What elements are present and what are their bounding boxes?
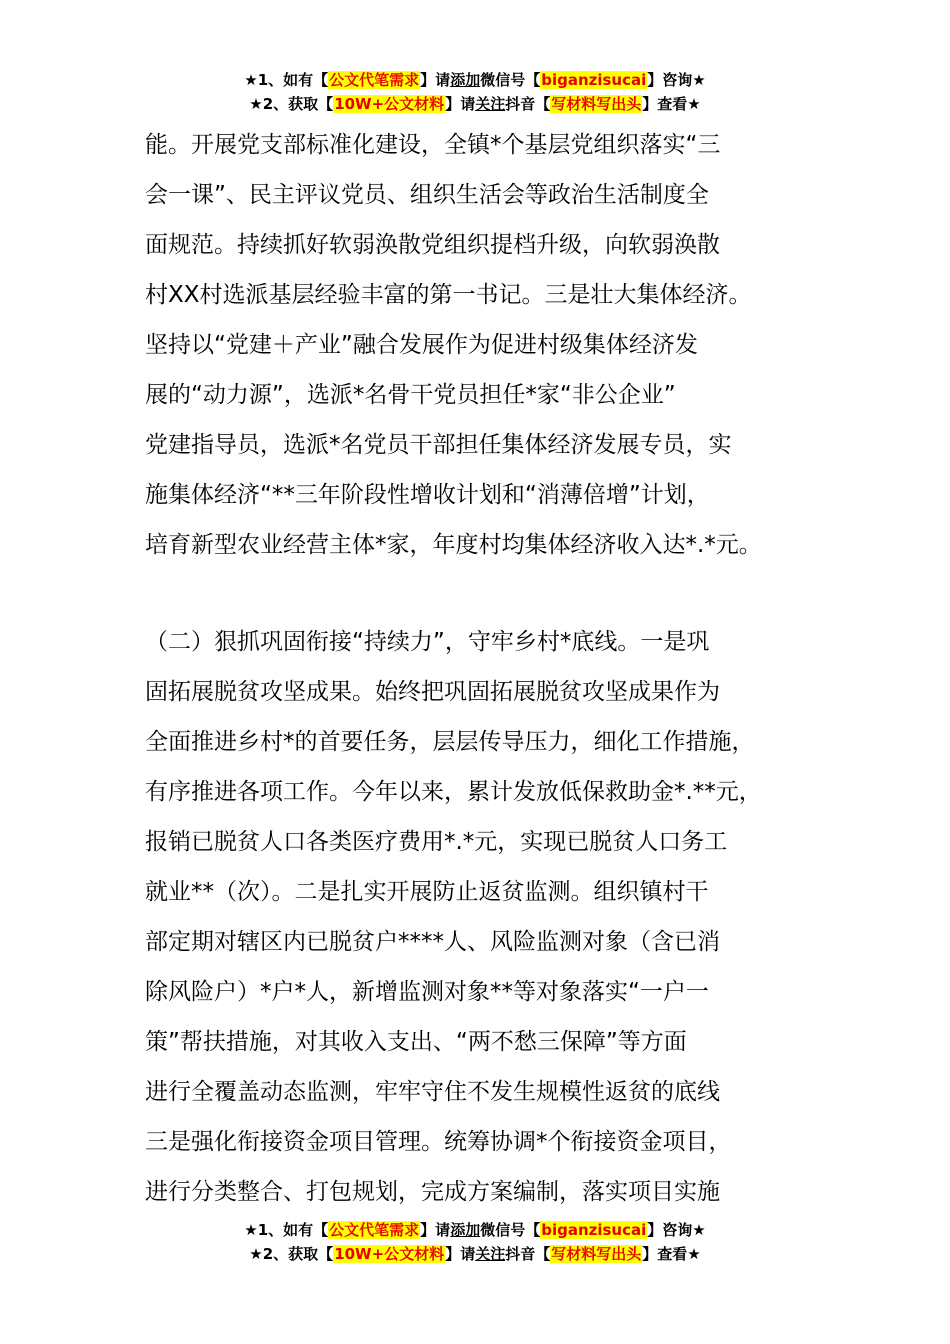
body-line: 全面推进乡村*的首要任务，层层传导压力，细化工作措施， [145, 729, 755, 755]
body-line: 除风险户）*户*人，新增监测对象**等对象落实“一户一 [145, 979, 709, 1005]
banner-line-1: ★1、如有【公文代笔需求】请添加微信号【biganzisucai】咨询★ [244, 71, 706, 89]
section-heading-line: （二）狠抓巩固衔接“持续力”，守牢乡村*底线。一是巩 [145, 629, 710, 655]
body-line: 固拓展脱贫攻坚成果。始终把巩固拓展脱贫攻坚成果作为 [145, 679, 720, 705]
body-line: 能。开展党支部标准化建设，全镇*个基层党组织落实“三 [145, 132, 721, 158]
body-line: 面规范。持续抓好软弱涣散党组织提档升级，向软弱涣散 [145, 232, 720, 258]
highlight-douyin: 写材料写出头 [551, 1245, 642, 1263]
body-line: 进行全覆盖动态监测，牢牢守住不发生规模性返贫的底线 [145, 1079, 720, 1105]
body-line: 部定期对辖区内已脱贫户****人、风险监测对象（含已消 [145, 929, 720, 955]
highlight-douyin: 写材料写出头 [551, 95, 642, 113]
body-line: 就业**（次）。二是扎实开展防止返贫监测。组织镇村干 [145, 879, 709, 905]
highlight-materials: 10W+公文材料 [334, 1245, 445, 1263]
body-line: 进行分类整合、打包规划，完成方案编制，落实项目实施 [145, 1179, 720, 1205]
body-line: 施集体经济“**三年阶段性增收计划和“消薄倍增”计划， [145, 482, 710, 508]
banner-line-2: ★2、获取【10W+公文材料】请关注抖音【写材料写出头】查看★ [249, 1245, 701, 1263]
header-banner [0, 68, 950, 116]
body-line: 培育新型农业经营主体*家，年度村均集体经济收入达*.*元。 [145, 532, 762, 558]
body-line: 报销已脱贫人口各类医疗费用*.*元，实现已脱贫人口务工 [145, 829, 728, 855]
body-line: 有序推进各项工作。今年以来，累计发放低保救助金*.**元， [145, 779, 762, 805]
body-line: 策”帮扶措施，对其收入支出、“两不愁三保障”等方面 [145, 1029, 687, 1055]
body-line: 坚持以“党建＋产业”融合发展作为促进村级集体经济发 [145, 332, 698, 358]
highlight-service: 公文代笔需求 [329, 71, 420, 89]
body-line: 村XX村选派基层经验丰富的第一书记。三是壮大集体经济。 [145, 282, 752, 308]
body-line: 三是强化衔接资金项目管理。统筹协调*个衔接资金项目， [145, 1129, 732, 1155]
banner-line-1: ★1、如有【公文代笔需求】请添加微信号【biganzisucai】咨询★ [244, 1221, 706, 1239]
footer-banner [0, 1218, 950, 1266]
highlight-wechat-id: biganzisucai [541, 71, 647, 89]
banner-line-2: ★2、获取【10W+公文材料】请关注抖音【写材料写出头】查看★ [249, 95, 701, 113]
highlight-service: 公文代笔需求 [329, 1221, 420, 1239]
highlight-wechat-id: biganzisucai [541, 1221, 647, 1239]
highlight-materials: 10W+公文材料 [334, 95, 445, 113]
body-line: 党建指导员，选派*名党员干部担任集体经济发展专员，实 [145, 432, 732, 458]
body-line: 会一课”、民主评议党员、组织生活会等政治生活制度全 [145, 182, 709, 208]
body-line: 展的“动力源”，选派*名骨干党员担任*家“非公企业” [145, 382, 676, 408]
